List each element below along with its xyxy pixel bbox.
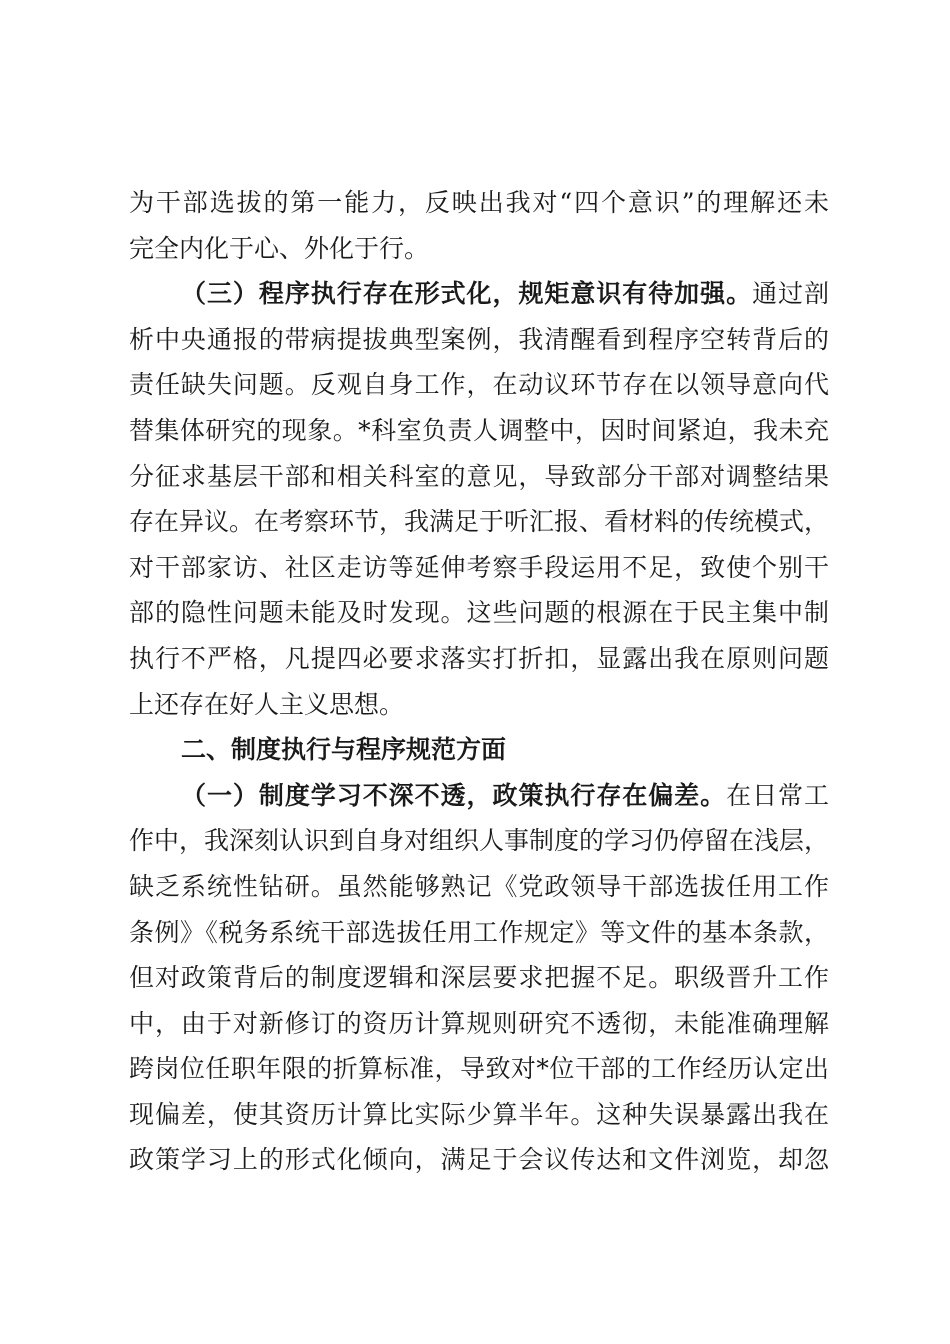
text-line-16 (129, 864, 829, 910)
line-text: 为干部选拔的第一能力，反映出我对“四个意识”的理解还未 (129, 188, 829, 217)
subsection-heading: （三）程序执行存在形式化，规矩意识有待加强。 (181, 279, 753, 309)
line-text: 中，由于对新修订的资历计算规则研究不透彻，未能准确理解 (129, 1008, 829, 1038)
text-line-9 (129, 545, 829, 591)
text-line-14 (129, 773, 829, 819)
text-line-6 (129, 408, 829, 454)
text-line-4 (129, 317, 829, 363)
text-line-8 (129, 499, 829, 545)
line-text: 析中央通报的带病提拔典型案例，我清醒看到程序空转背后的 (129, 324, 829, 354)
line-text: 但对政策背后的制度逻辑和深层要求把握不足。职级晋升工作 (129, 963, 829, 993)
line-text: 执行不严格，凡提四必要求落实打折扣，显露出我在原则问题 (129, 643, 829, 673)
line-text: 通过剖 (752, 279, 829, 309)
line-text: 存在异议。在考察环节，我满足于听汇报、看材料的传统模式， (129, 507, 829, 537)
line-text: 部的隐性问题未能及时发现。这些问题的根源在于民主集中制 (129, 598, 829, 628)
line-text: 缺乏系统性钻研。虽然能够熟记《党政领导干部选拔任用工作 (129, 871, 829, 901)
line-text: 在日常工 (726, 780, 829, 810)
line-text: 现偏差，使其资历计算比实际少算半年。这种失误暴露出我在 (129, 1099, 829, 1129)
line-text: 责任缺失问题。反观自身工作，在动议环节存在以领导意向代 (129, 370, 829, 400)
line-text: 条例》《税务系统干部选拔任用工作规定》等文件的基本条款， (129, 917, 829, 947)
document-page (129, 180, 829, 1183)
line-text: 跨岗位任职年限的折算标准，导致对*位干部的工作经历认定出 (129, 1054, 829, 1084)
text-line-20 (129, 1046, 829, 1092)
line-text: 替集体研究的现象。*科室负责人调整中，因时间紧迫，我未充 (129, 415, 829, 445)
text-line-3 (129, 271, 829, 317)
line-text: 对干部家访、社区走访等延伸考察手段运用不足，致使个别干 (129, 552, 829, 582)
text-line-17 (129, 910, 829, 956)
line-text: 分征求基层干部和相关科室的意见，导致部分干部对调整结果 (129, 461, 829, 491)
line-text: 上还存在好人主义思想。 (129, 689, 405, 719)
section-heading-text: 二、制度执行与程序规范方面 (181, 735, 507, 765)
text-line-1 (129, 180, 829, 226)
text-line-22 (129, 1137, 829, 1183)
text-line-19 (129, 1001, 829, 1047)
line-text: 完全内化于心、外化于行。 (129, 233, 430, 263)
text-line-18 (129, 955, 829, 1001)
section-heading (129, 727, 829, 773)
line-text: 作中，我深刻认识到自身对组织人事制度的学习仍停留在浅层， (129, 826, 829, 856)
text-line-7 (129, 454, 829, 500)
text-line-11 (129, 636, 829, 682)
text-line-12 (129, 682, 829, 728)
text-line-15 (129, 818, 829, 864)
line-text: 政策学习上的形式化倾向，满足于会议传达和文件浏览，却忽 (129, 1145, 829, 1175)
text-line-2 (129, 226, 829, 272)
text-line-21 (129, 1092, 829, 1138)
subsection-heading: （一）制度学习不深不透，政策执行存在偏差。 (181, 780, 727, 810)
text-line-10 (129, 590, 829, 636)
text-line-5 (129, 362, 829, 408)
